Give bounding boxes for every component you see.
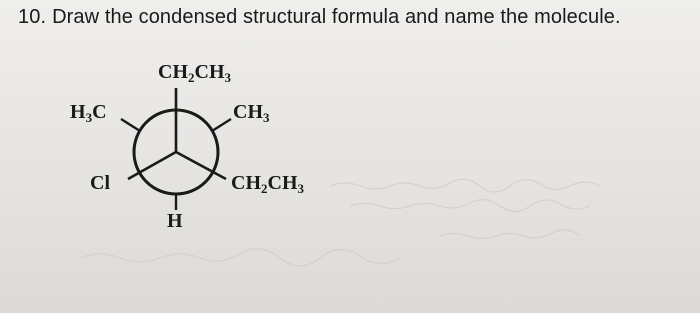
back-top-left-substituent: $H_3C$: [70, 101, 107, 125]
back-top-right-substituent: $CH_3$: [233, 101, 270, 125]
back-bottom-substituent: H: [167, 210, 183, 232]
back-bond-top-right: [212, 119, 231, 131]
front-bottom-right-substituent: $CH_2CH_3$: [231, 172, 304, 196]
front-top-substituent: $CH_2CH_3$: [158, 61, 231, 85]
front-bottom-left-substituent: Cl: [90, 172, 110, 194]
question-number: 10.: [18, 6, 47, 28]
question-prompt: Draw the condensed structural formula and name the molecule.: [52, 6, 621, 28]
back-bond-top-left: [121, 119, 140, 131]
